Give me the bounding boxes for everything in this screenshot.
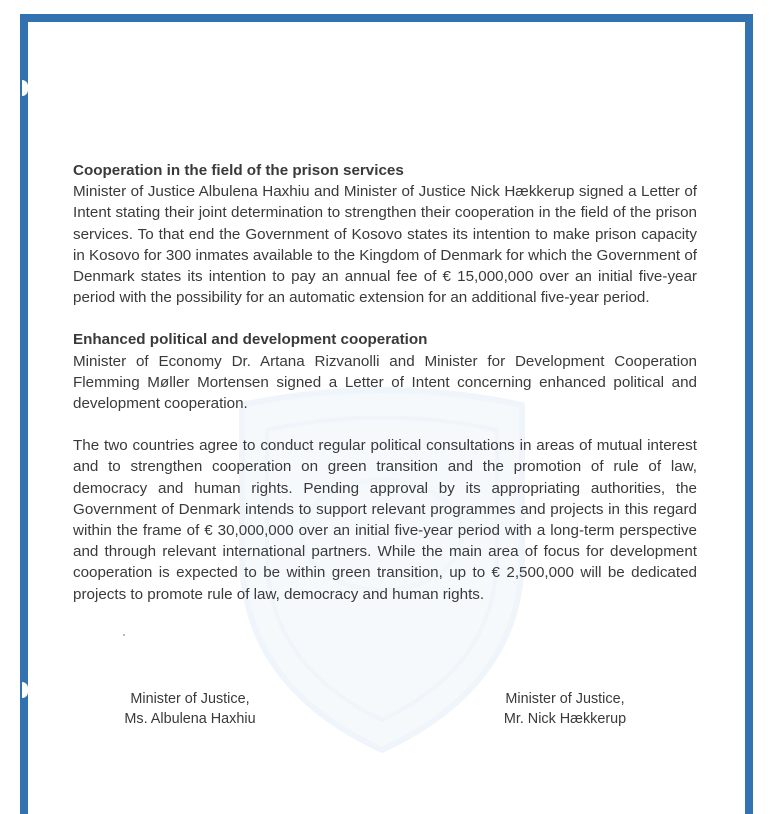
signatory-title: Minister of Justice, bbox=[130, 691, 250, 707]
signature-block-denmark bbox=[455, 689, 675, 729]
signatory-title: Minister of Justice, bbox=[505, 691, 625, 707]
section-paragraph: Minister of Economy Dr. Artana Rizvanolli and Minister for Development Cooperation Flemming Møller Mortensen signed a Letter of Intent concerning enhanced political and development cooperation. bbox=[73, 352, 697, 413]
section-heading: Cooperation in the field of the prison services bbox=[73, 162, 404, 179]
spacer bbox=[73, 308, 697, 329]
signatory-name: Mr. Nick Hækkerup bbox=[503, 711, 627, 727]
signature-block-kosovo bbox=[80, 689, 300, 729]
section-heading: Enhanced political and development cooperation bbox=[73, 331, 428, 349]
section-prison-services bbox=[73, 160, 697, 308]
section-political-development-cooperation bbox=[73, 329, 697, 604]
signatory-name: Ms. Albulena Haxhiu bbox=[124, 711, 256, 727]
section-paragraph: Minister of Justice Albulena Haxhiu and Minister of Justice Nick Hækkerup signed a Letter of Intent stating their joint determination to strengthen their cooperation in the field of the prison services. To that end the Government of Kosovo states its intention to make prison capacity in Kosovo for 300 inmates available to the Kingdom of Denmark for which the Government of Denmark states its intention to pay an annual fee of € 15,000,000 over an initial five-year period with the possibility for an automatic extension for an additional five-year period. bbox=[73, 183, 697, 307]
scan-speck bbox=[123, 634, 125, 636]
spacer bbox=[73, 414, 697, 435]
section-paragraph: The two countries agree to conduct regular political consultations in areas of mutual interest and to strengthen cooperation on green transition and the promotion of rule of law, democracy and human rights. Pending approval by its appropriating authorities, the Government of Denmark intends to support relevant programmes and projects in this regard within the frame of € 30,000,000 over an initial five-year period with a long-term perspective and through relevant international partners. While the main area of focus for development cooperation is expected to be within green transition, up to € 2,500,000 will be dedicated projects to promote rule of law, democracy and human rights. bbox=[73, 437, 697, 603]
document-body bbox=[73, 160, 697, 605]
